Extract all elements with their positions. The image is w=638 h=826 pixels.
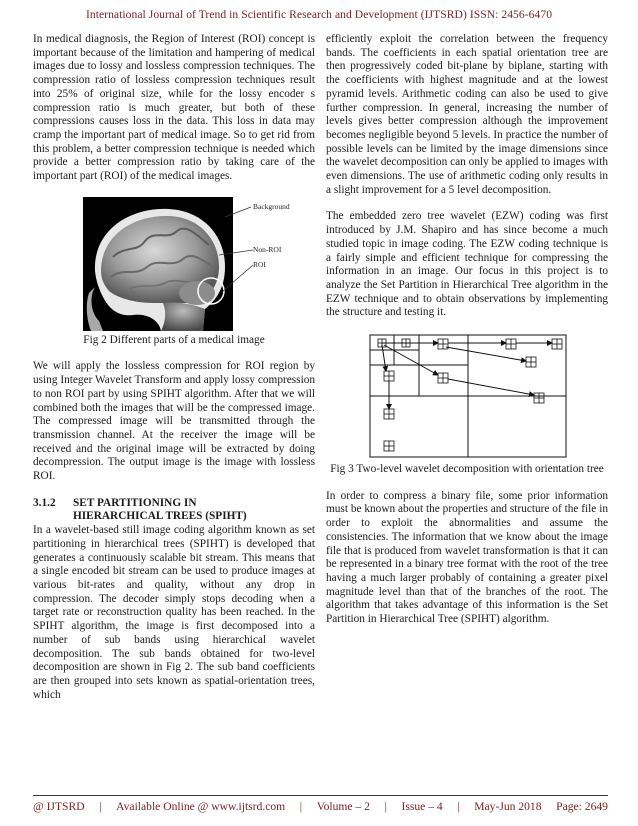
footer-journal: @ IJTSRD	[33, 800, 85, 813]
footer-divider	[33, 795, 608, 796]
figure-3-caption: Fig 3 Two-level wavelet decomposition with orientation tree	[330, 463, 604, 476]
paragraph-ezw: The embedded zero tree wavelet (EZW) coding was first introduced by J.M. Shapiro and has since become a much studied topic in image coding. The EZW coding technique is a fairly simple and efficient technique for compressing the information in an image. Our focus in this project is to analyze the Set Partition in Hierarchical Tree algorithm in the EZW technique and to obtain observations by implementing the structure and testing it.	[326, 210, 608, 319]
page-footer: @ IJTSRD | Available Online @ www.ijtsrd.com | Volume – 2 | Issue – 4 | May-Jun 2018 Page: 2649	[33, 800, 608, 813]
label-non-roi: Non-ROI	[253, 244, 282, 254]
footer-issue: Issue – 4	[401, 800, 443, 813]
footer-availability: Available Online @ www.ijtsrd.com	[116, 800, 286, 813]
paragraph-lossless-roi: We will apply the lossless compression for ROI region by using Integer Wavelet Transform and apply lossy compression to non ROI part by using SPIHT algorithm. After that we will combined both the images that will be the compressed image. The compressed image will be transmitted through the transmission channel. At the receiver the image will be received and the original image will be extracted by doing decompression. The output image is the image with lossless ROI.	[33, 360, 315, 483]
label-roi: ROI	[253, 259, 266, 269]
footer-page-number: Page: 2649	[556, 800, 608, 813]
figure-2-caption: Fig 2 Different parts of a medical image	[83, 333, 265, 346]
label-background: Background	[253, 201, 290, 211]
wavelet-tree-diagram	[326, 333, 608, 459]
section-title-line2: HIERARCHICAL TREES (SPIHT)	[73, 510, 247, 523]
paragraph-roi-intro: In medical diagnosis, the Region of Interest (ROI) concept is important because of the limitation and hampering of medical images due to lossy and lossless compression techniques. The compression ratio of lossless compression techniques result into 25% of original size, while for the lossy encoder s compression ratio is much greater, but both of these compressions causes loss in the data. This loss in data may cramp the important part of medical image. So to get rid from this problem, a better compression technique is needed which provide a better compression ratio by taking care of the important part (ROI) of the medical images.	[33, 33, 315, 183]
mri-brain-illustration	[33, 197, 315, 331]
paragraph-orientation-trees: efficiently exploit the correlation between the frequency bands. The coefficients in each spatial orientation tree are then progressively coded bit-plane by biplane, starting with the coefficients with highest magnitude and at the lowest pyramid levels. Arithmetic coding can also be used to give further compression. In general, increasing the number of levels gives better compression although the improvement becomes negligible beyond 5 levels. In practice the number of possible levels can be limited by the image dimensions since the wavelet decomposition can only be applied to images with even dimensions. The use of arithmetic coding only results in a slight improvement for a 5 level decomposition.	[326, 33, 608, 196]
section-title-line1: SET PARTITIONING IN	[73, 496, 197, 509]
figure-2-medical-image	[33, 197, 315, 331]
paragraph-binary-compression: In order to compress a binary file, some prior information must be known about the properties and structure of the file in order to exploit the abnormalities and assume the consistencies. The information that we know about the image file that is produced from wavelet transformation is that it can be represented in a binary tree format with the root of the tree having a much larger probably of containing a greater pixel magnitude level than that of the branches of the root. The algorithm that takes advantage of this information is the Set Partition in Hierarchical Tree (SPIHT) algorithm.	[326, 489, 608, 626]
section-heading	[33, 497, 315, 524]
figure-3-wavelet-decomposition	[326, 333, 608, 459]
orientation-tree-arrows	[382, 343, 552, 409]
paragraph-spiht-intro: In a wavelet-based still image coding algorithm known as set partitioning in hierarchical trees (SPIHT) is developed that generates a continuously scalable bit stream. This means that a single encoded bit stream can be used to produce images at various bit-rates and quality, without any drop in compression. The decoder simply stops decoding when a target rate or reconstruction quality has been reached. In the SPIHT algorithm, the image is first decomposed into a number of sub bands using hierarchical wavelet decomposition. The sub bands obtained for two-level decomposition are shown in Fig 2. The sub band coefficients are then grouped into sets known as spatial-orientation trees, which	[33, 524, 315, 701]
right-column	[326, 33, 608, 640]
running-header: International Journal of Trend in Scientific Research and Development (IJTSRD) ISSN: 2456-6470	[85, 8, 553, 21]
section-number: 3.1.2	[33, 496, 56, 509]
left-column	[33, 33, 315, 715]
cerebellum	[179, 281, 215, 305]
footer-volume: Volume – 2	[316, 800, 370, 813]
neck-region	[161, 302, 205, 331]
coefficient-blocks	[378, 339, 562, 451]
footer-date: May-Jun 2018	[474, 800, 542, 813]
